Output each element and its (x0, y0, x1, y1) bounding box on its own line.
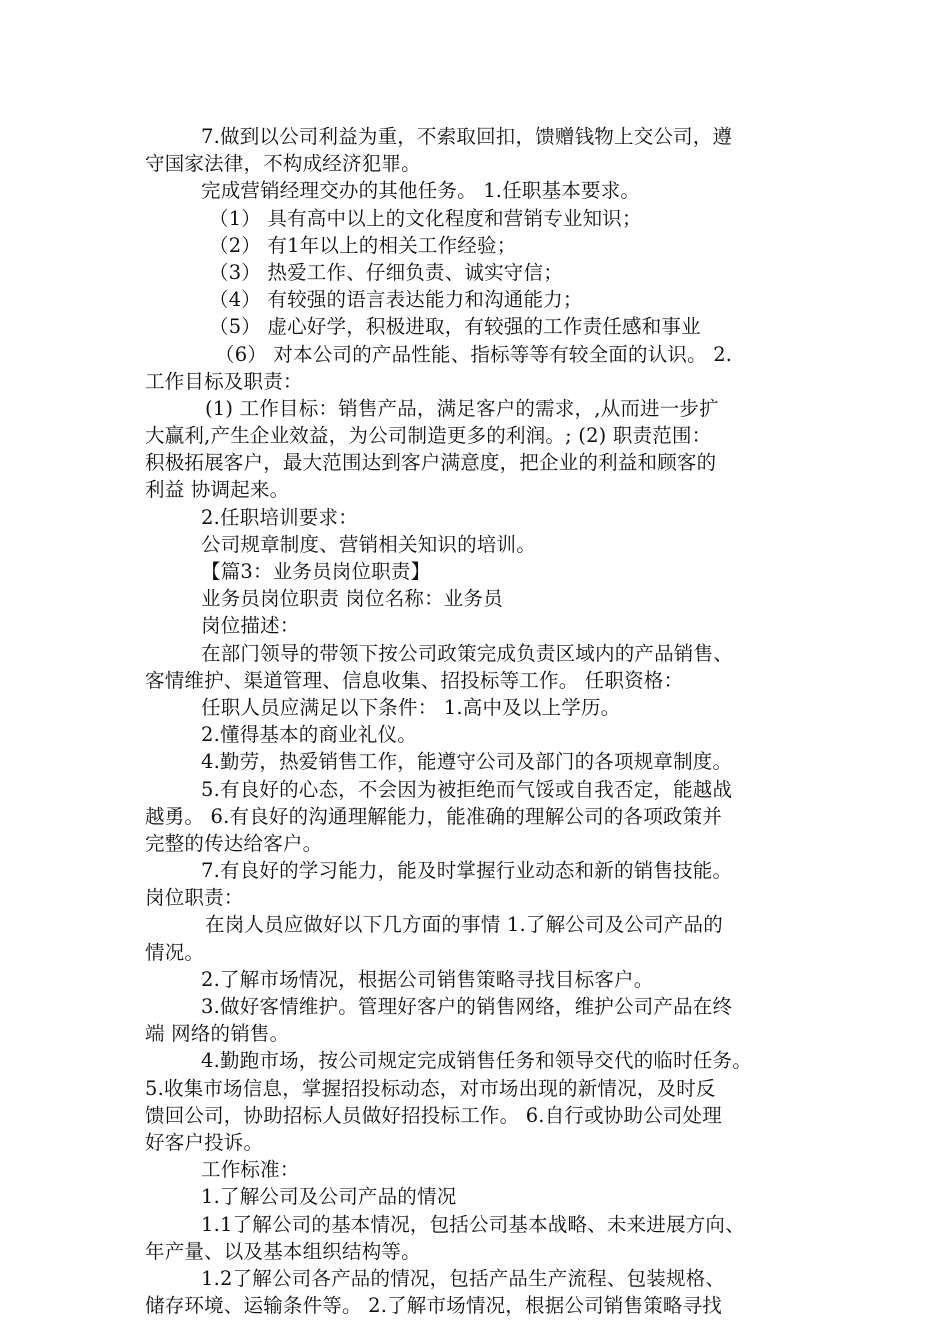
text-line: 1.1了解公司的基本情况，包括公司基本战略、未来进展方向、 (201, 1212, 745, 1236)
text-line: 在部门领导的带领下按公司政策完成负责区域内的产品销售、 (201, 641, 733, 665)
text-line: 岗位职责： (145, 886, 244, 910)
text-line: 利益 协调起来。 (145, 478, 290, 502)
requirement-item: （6） 对本公司的产品性能、指标等等有较全面的认识。 2. (215, 342, 733, 366)
text-line: 公司规章制度、营销相关知识的培训。 (201, 532, 536, 556)
requirement-item: （1） 具有高中以上的文化程度和营销专业知识； (209, 206, 642, 230)
text-line: 客情维护、渠道管理、信息收集、招投标等工作。 任职资格： (145, 668, 684, 692)
text-line: 越勇。 6.有良好的沟通理解能力，能准确的理解公司的各项政策并 (145, 804, 723, 828)
text-line: 业务员岗位职责 岗位名称：业务员 (201, 587, 503, 611)
text-line: 工作目标及职责： (145, 369, 303, 393)
text-line: 任职人员应满足以下条件： 1.高中及以上学历。 (201, 695, 621, 719)
text-line: 完成营销经理交办的其他任务。 1.任职基本要求。 (201, 179, 641, 203)
text-line: 5.有良好的心态，不会因为被拒绝而气馁或自我否定，能越战 (201, 777, 733, 801)
text-line: 在岗人员应做好以下几方面的事情 1.了解公司及公司产品的 (205, 913, 723, 937)
text-line: 端 网络的销售。 (145, 1022, 290, 1046)
requirement-item: （3） 热爱工作、仔细负责、诚实守信； (209, 260, 563, 284)
document-body (145, 123, 815, 1319)
text-line: 2.懂得基本的商业礼仪。 (201, 723, 418, 747)
text-line: 年产量、以及基本组织结构等。 (145, 1239, 421, 1263)
text-line: 4.勤跑市场，按公司规定完成销售任务和领导交代的临时任务。 (201, 1049, 752, 1073)
text-line: 3.做好客情维护。管理好客户的销售网络，维护公司产品在终 (201, 995, 733, 1018)
text-line: (1) 工作目标：销售产品，满足客户的需求，,从而进一步扩 (205, 396, 719, 420)
text-line: 7.有良好的学习能力，能及时掌握行业动态和新的销售技能。 (201, 859, 733, 883)
text-line: 情况。 (145, 940, 205, 964)
requirement-item: （4） 有较强的语言表达能力和沟通能力； (209, 288, 583, 312)
text-line: 7.做到以公司利益为重，不索取回扣，馈赠钱物上交公司，遵 (201, 125, 733, 148)
text-line: 2.了解市场情况，根据公司销售策略寻找目标客户。 (201, 967, 654, 991)
text-line: 5.收集市场信息，掌握招投标动态，对市场出现的新情况，及时反 (145, 1076, 716, 1100)
text-line: 完整的传达给客户。 (145, 831, 323, 855)
text-line: 1.了解公司及公司产品的情况 (201, 1185, 457, 1209)
text-line: 1.2了解公司各产品的情况，包括产品生产流程、包装规格、 (201, 1266, 726, 1290)
text-line: 4.勤劳，热爱销售工作，能遵守公司及部门的各项规章制度。 (201, 750, 733, 774)
text-line: 积极拓展客户，最大范围达到客户满意度，把企业的利益和顾客的 (145, 451, 717, 475)
text-line: 2.任职培训要求： (201, 505, 358, 529)
text-line: 岗位描述： (201, 614, 300, 638)
text-line: 馈回公司，协助招标人员做好招投标工作。 6.自行或协助公司处理 (145, 1103, 723, 1127)
text-line: 守国家法律，不构成经济犯罪。 (145, 152, 421, 176)
section-heading: 【篇3：业务员岗位职责】 (201, 560, 431, 583)
requirement-item: （2） 有1年以上的相关工作经验； (209, 233, 517, 257)
requirement-item: （5） 虚心好学，积极进取，有较强的工作责任感和事业 (209, 315, 701, 339)
text-line: 储存环境、运输条件等。 2.了解市场情况，根据公司销售策略寻找 (145, 1294, 723, 1318)
text-line: 好客户投诉。 (145, 1130, 264, 1154)
text-line: 大赢利,产生企业效益，为公司制造更多的利润。; (2) 职责范围： (145, 424, 712, 448)
text-line: 工作标准： (201, 1158, 300, 1182)
